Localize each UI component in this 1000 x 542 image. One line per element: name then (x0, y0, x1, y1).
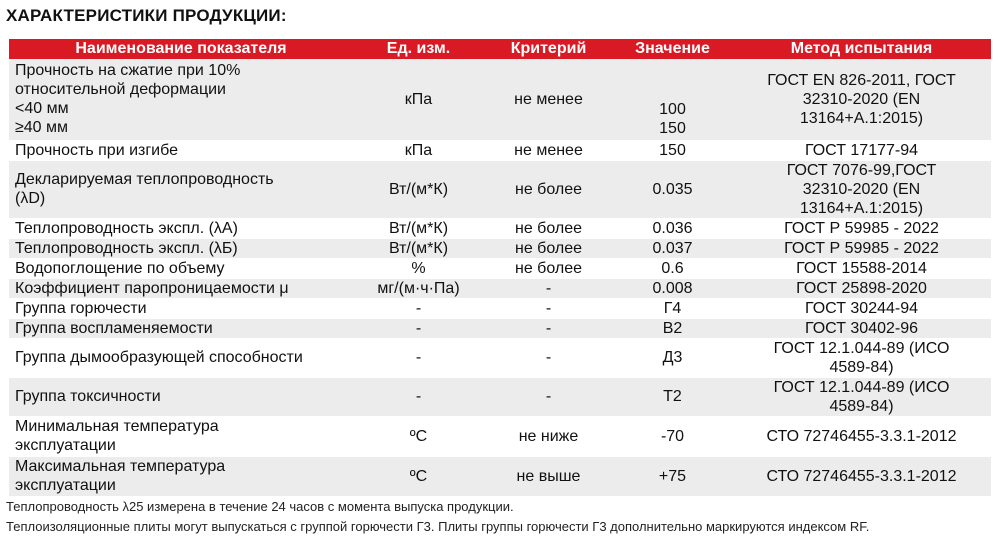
page-title: ХАРАКТЕРИСТИКИ ПРОДУКЦИИ: (6, 6, 287, 25)
test-method-line: ГОСТ 15588-2014 (796, 259, 927, 277)
parameter-name-line: Декларируемая теплопроводность (15, 171, 274, 188)
cell-value (613, 416, 732, 456)
value-line: Т2 (663, 388, 682, 405)
test-method-line: ГОСТ Р 59985 - 2022 (784, 219, 939, 237)
cell-value (613, 218, 732, 238)
value-line: 0.036 (652, 219, 693, 237)
parameter-name-line: Коэффициент паропроницаемости μ (15, 279, 289, 297)
cell-test-method (732, 377, 991, 416)
cell-criterion: - (484, 338, 613, 377)
cell-parameter-name (9, 160, 353, 218)
parameter-name-line: Группа дымообразующей способности (15, 349, 303, 366)
cell-test-method (732, 238, 991, 258)
cell-parameter-name (9, 377, 353, 416)
value-line: В2 (662, 319, 683, 337)
cell-value (613, 377, 732, 416)
test-method-line: СТО 72746455-3.3.1-2012 (766, 467, 957, 485)
cell-unit: Вт/(м*К) (353, 160, 484, 218)
cell-value (613, 318, 732, 338)
cell-test-method (732, 59, 991, 140)
cell-test-method (732, 160, 991, 218)
cell-unit: Вт/(м*К) (353, 218, 484, 238)
parameter-name-line: относительной деформации (15, 81, 226, 99)
parameter-name-line: Группа токсичности (15, 388, 161, 405)
test-method-line: ГОСТ 17177-94 (804, 141, 919, 159)
table-row (9, 59, 991, 140)
table-row (9, 318, 991, 338)
cell-parameter-name (9, 238, 353, 258)
cell-test-method (732, 416, 991, 456)
cell-value (613, 160, 732, 218)
parameter-name-line: эксплуатации (15, 477, 116, 494)
table-row (9, 377, 991, 416)
test-method-line: ГОСТ 7076-99,ГОСТ (786, 161, 937, 179)
cell-unit: ºС (353, 416, 484, 456)
value-line: 150 (659, 141, 686, 159)
value-line: 0.037 (652, 239, 693, 257)
test-method-line: 4589-84) (829, 397, 894, 415)
cell-unit: Вт/(м*К) (353, 238, 484, 258)
parameter-name-line: Группа горючести (15, 299, 147, 317)
cell-unit: % (353, 258, 484, 278)
cell-unit: - (353, 318, 484, 338)
cell-unit: - (353, 338, 484, 377)
value-line: 0.6 (661, 259, 684, 277)
cell-value (613, 338, 732, 377)
cell-criterion: не менее (484, 140, 613, 160)
table-row (9, 456, 991, 496)
table-row (9, 416, 991, 456)
cell-parameter-name (9, 416, 353, 456)
cell-parameter-name (9, 59, 353, 140)
value-line: Д3 (662, 349, 683, 366)
test-method-line: 32310-2020 (EN (802, 180, 921, 198)
table-row (9, 298, 991, 318)
test-method-line: ГОСТ 25898-2020 (796, 279, 927, 297)
parameter-name-line: <40 мм (15, 100, 69, 118)
cell-test-method (732, 278, 991, 298)
parameter-name-line: Теплопроводность экспл. (λА) (15, 219, 238, 237)
cell-criterion: не более (484, 160, 613, 218)
parameter-name-line: Прочность на сжатие при 10% (15, 62, 241, 80)
cell-parameter-name (9, 338, 353, 377)
header-criterion: Критерий (484, 39, 613, 59)
cell-criterion: - (484, 278, 613, 298)
cell-criterion: не выше (484, 456, 613, 496)
test-method-line: 32310-2020 (EN (802, 90, 921, 108)
test-method-line: 13164+А.1:2015) (799, 109, 924, 127)
header-method: Метод испытания (732, 39, 991, 59)
parameter-name-line: Прочность при изгибе (15, 141, 178, 159)
cell-parameter-name (9, 456, 353, 496)
cell-parameter-name (9, 140, 353, 160)
cell-criterion: не более (484, 258, 613, 278)
footnote-flammability: Теплоизоляционные плиты могут выпускаться с группой горючести Г3. Плиты группы горючести Г3 дополнительно маркируются индексом RF. (6, 519, 870, 534)
test-method-line: ГОСТ 30244-94 (804, 299, 919, 317)
parameter-name-line: Группа воспламеняемости (15, 319, 213, 337)
value-line: 0.008 (652, 279, 693, 297)
cell-parameter-name (9, 318, 353, 338)
cell-test-method (732, 140, 991, 160)
cell-criterion: не более (484, 218, 613, 238)
cell-test-method (732, 298, 991, 318)
cell-parameter-name (9, 278, 353, 298)
value-line: Г4 (663, 299, 682, 317)
cell-test-method (732, 456, 991, 496)
table-row (9, 338, 991, 377)
cell-parameter-name (9, 258, 353, 278)
parameter-name-line: Минимальная температура (15, 418, 219, 435)
cell-value (613, 258, 732, 278)
table-row (9, 160, 991, 218)
table-row (9, 218, 991, 238)
table-row (9, 258, 991, 278)
parameter-name-line: Максимальная температура (15, 458, 226, 475)
cell-value (613, 140, 732, 160)
parameter-name-line: эксплуатации (15, 437, 116, 454)
table-row (9, 140, 991, 160)
table-row (9, 238, 991, 258)
cell-test-method (732, 338, 991, 377)
cell-criterion: не менее (484, 59, 613, 140)
value-line: 0.035 (652, 180, 693, 198)
cell-criterion: не более (484, 238, 613, 258)
characteristics-table (9, 39, 991, 497)
table-header-row (9, 39, 991, 59)
value-line: -70 (660, 427, 685, 445)
parameter-name-line: ≥40 мм (15, 119, 69, 137)
cell-criterion: не ниже (484, 416, 613, 456)
cell-test-method (732, 318, 991, 338)
test-method-line: ГОСТ 30402-96 (804, 319, 919, 337)
parameter-name-line: Водопоглощение по объему (15, 259, 225, 277)
table-row (9, 278, 991, 298)
table-body (9, 59, 991, 496)
cell-value (613, 298, 732, 318)
value-line: +75 (658, 467, 687, 485)
parameter-name-line: Теплопроводность экспл. (λБ) (15, 239, 238, 257)
cell-unit: - (353, 377, 484, 416)
cell-parameter-name (9, 218, 353, 238)
test-method-line: ГОСТ Р 59985 - 2022 (784, 239, 939, 257)
header-unit: Ед. изм. (353, 39, 484, 59)
test-method-line: СТО 72746455-3.3.1-2012 (766, 427, 957, 445)
cell-criterion: - (484, 298, 613, 318)
header-name: Наименование показателя (9, 39, 353, 59)
value-line: 100 (659, 100, 686, 118)
header-value: Значение (613, 39, 732, 59)
cell-unit: кПа (353, 59, 484, 140)
test-method-line: ГОСТ 12.1.044-89 (ИСО (773, 339, 950, 357)
cell-parameter-name (9, 298, 353, 318)
test-method-line: ГОСТ 12.1.044-89 (ИСО (773, 378, 950, 396)
test-method-line: 4589-84) (829, 358, 894, 376)
cell-test-method (732, 258, 991, 278)
cell-value (613, 59, 732, 140)
parameter-name-line: (λD) (15, 190, 46, 207)
footnote-conductivity: Теплопроводность λ25 измерена в течение 24 часов с момента выпуска продукции. (6, 499, 514, 514)
cell-value (613, 456, 732, 496)
cell-criterion: - (484, 377, 613, 416)
cell-unit: мг/(м·ч·Па) (353, 278, 484, 298)
cell-criterion: - (484, 318, 613, 338)
cell-unit: - (353, 298, 484, 318)
cell-unit: кПа (353, 140, 484, 160)
test-method-line: 13164+А.1:2015) (799, 199, 924, 217)
cell-test-method (732, 218, 991, 238)
cell-value (613, 238, 732, 258)
test-method-line: ГОСТ EN 826-2011, ГОСТ (767, 71, 956, 89)
cell-value (613, 278, 732, 298)
cell-unit: ºС (353, 456, 484, 496)
value-line: 150 (659, 119, 686, 137)
